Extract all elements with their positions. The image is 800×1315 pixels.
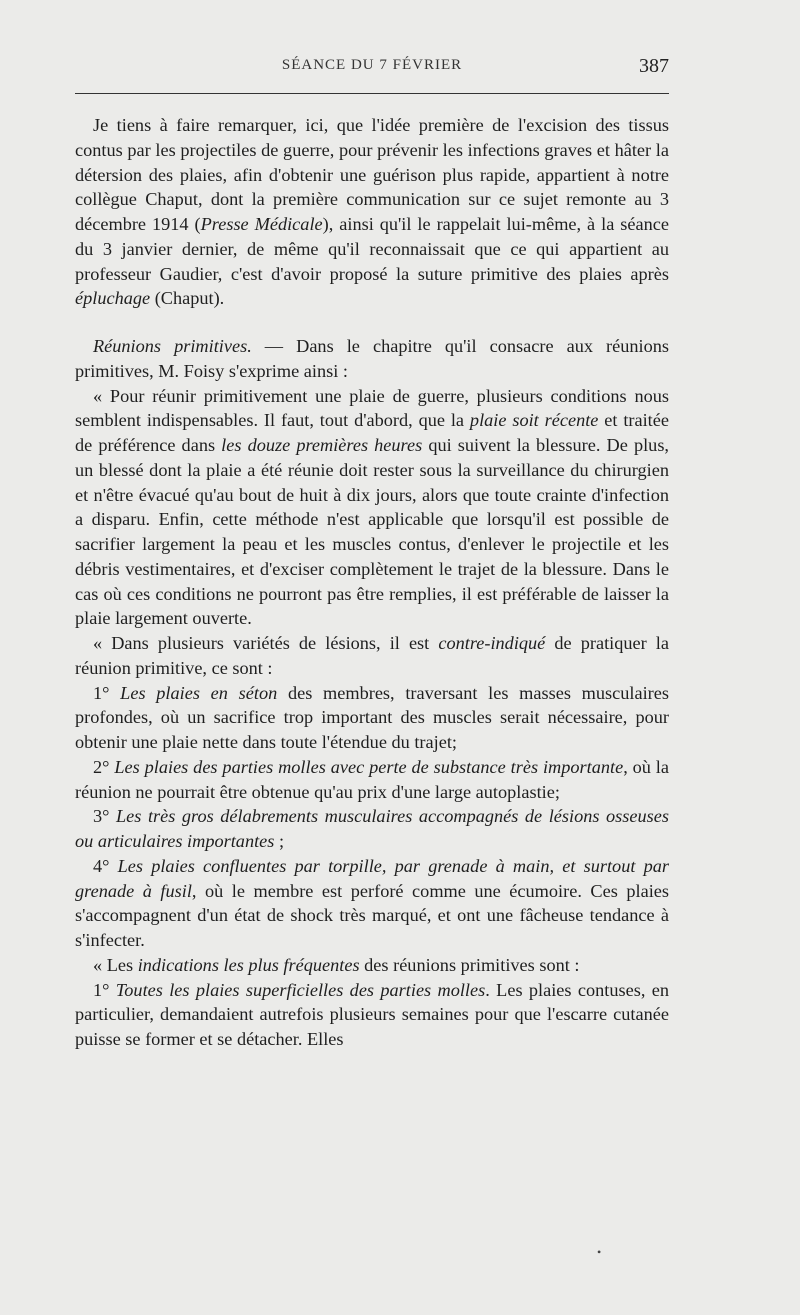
list-item-4: 4° Les plaies confluentes par torpille, par grenade à main, et surtout par grenade à fusil, où le membre est perforé comme une écumoire. Ces plaies s'accompagnent d'un état de shock très marqué, et ont une fâcheuse tendance à s'infecter. bbox=[75, 855, 669, 950]
paragraph-contre-indications: « Dans plusieurs variétés de lésions, il est contre-indiqué de pratiquer la réunion primitive, ce sont : bbox=[75, 633, 669, 678]
page-header bbox=[75, 57, 669, 81]
page-number: 387 bbox=[639, 55, 669, 77]
list-item-1: 1° Les plaies en séton des membres, traversant les masses musculaires profondes, où un sacrifice trop important des muscles serait nécessaire, pour obtenir une plaie nette dans toute l'étendue du trajet; bbox=[75, 682, 669, 752]
running-title: SÉANCE DU 7 FÉVRIER bbox=[281, 57, 463, 73]
body-text bbox=[75, 113, 669, 1052]
list-item-3: 3° Les très gros délabrements musculaires accompagnés de lésions osseuses ou articulaires importantes ; bbox=[75, 806, 669, 851]
list-item-2: 2° Les plaies des parties molles avec perte de substance très importante, où la réunion ne pourrait être obtenue qu'au prix d'une large autoplastie; bbox=[75, 756, 670, 802]
paragraph-conditions: « Pour réunir primitivement une plaie de guerre, plusieurs conditions nous semblent indispensables. Il faut, tout d'abord, que la plaie soit récente et traitée de préférence dans les douze premières heures qui suivent la blessure. De plus, un blessé dont la plaie a été réunie doit rester sous la surveillance du chirurgien et n'être évacué qu'au bout de huit à dix jours, alors que toute crainte d'infection a disparu. Enfin, cette méthode n'est applicable que lorsqu'il est possible de sacrifier largement la peau et les muscles contus, d'enlever le projectile et les débris vestimentaires, et d'exciser complètement le trajet de la blessure. Dans le cas où ces conditions ne pourront pas être remplies, il est préférable de laisser la plaie largement ouverte. bbox=[75, 385, 670, 629]
paragraph-chaput-priority: Je tiens à faire remarquer, ici, que l'idée première de l'excision des tissus contus par les projectiles de guerre, pour prévenir les infections graves et hâter la détersion des plaies, afin d'obtenir une guérison plus rapide, appartient à notre collègue Chaput, dont la première communication sur ce sujet remonte au 3 décembre 1914 (Presse Médicale), ainsi qu'il le rappelait lui-même, à la séance du 3 janvier dernier, de même qu'il reconnaissait que ce qui appartient au professeur Gaudier, c'est d'avoir proposé la suture primitive des plaies après épluchage (Chaput). bbox=[75, 115, 669, 309]
header-rule bbox=[75, 93, 669, 94]
section-heading: Réunions primitives. bbox=[93, 336, 252, 356]
list-item-indication-1: 1° Toutes les plaies superficielles des parties molles. Les plaies contuses, en particulier, demandaient autrefois plusieurs semaines pour que l'escarre cutanée puisse se former et se détacher. Elles bbox=[75, 979, 669, 1049]
paragraph-indications: « Les indications les plus fréquentes des réunions primitives sont : bbox=[93, 954, 580, 975]
ink-speck-decoration: • bbox=[597, 1245, 602, 1259]
paragraph-reunions-primitives: Réunions primitives. — Dans le chapitre qu'il consacre aux réunions primitives, M. Foisy s'exprime ainsi : bbox=[75, 336, 669, 381]
